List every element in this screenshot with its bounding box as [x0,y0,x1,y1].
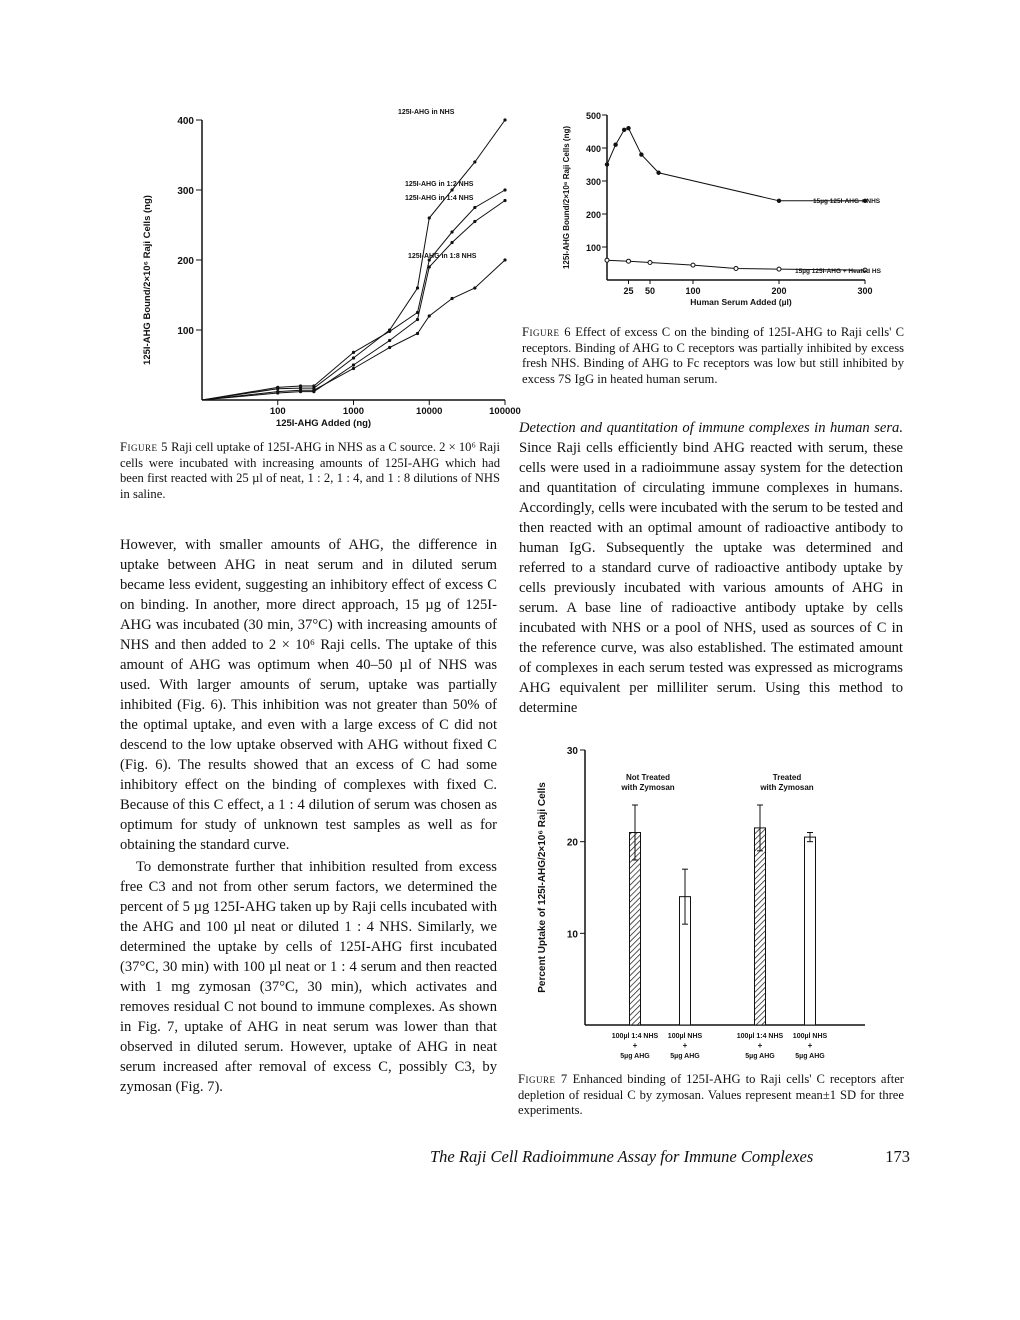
figure-5-caption-label: Figure 5 [120,440,168,454]
fig6-series-line [607,128,865,201]
fig6-y-tick-label: 500 [585,111,601,121]
fig5-point [276,390,279,393]
fig5-x-label: 125I-AHG Added (ng) [275,418,372,429]
fig5-point [276,386,279,389]
fig7-bar-label-top: 100µl 1:4 NHS [736,1033,784,1040]
fig7-group-label: with Zymosan [621,783,675,792]
figure-5-caption-text: Raji cell uptake of 125I-AHG in NHS as a C source. 2 × 10⁶ Raji cells were incubated with increasing amounts of 125I-AHG which had been first reacted with 25 µl of neat, 1 : 2, 1 : 4, and 1 : 8 dilutions of NHS in saline. [120,440,501,501]
fig5-point [352,356,355,359]
fig6-point [734,266,738,270]
fig6-x-tick-label: 200 [771,286,787,296]
fig6-x-tick-label: 50 [644,286,656,296]
fig5-y-tick-label: 300 [177,186,194,197]
fig5-point [450,230,453,233]
fig5-point [473,220,476,223]
fig5-x-tick-label: 100 [269,406,286,417]
fig5-x-tick-label: 1000 [342,406,365,417]
fig6-point [777,267,781,271]
figure-5-caption [120,440,500,502]
fig6-y-tick-label: 300 [585,177,601,187]
fig5-point [473,206,476,209]
fig5-series-label: 125I-AHG in 1:8 NHS [408,253,477,260]
fig6-x-tick-label: 100 [685,286,701,296]
fig5-point [450,297,453,300]
fig5-point [416,286,419,289]
fig6-point [605,162,609,166]
fig5-point [503,188,506,191]
fig5-point [352,367,355,370]
fig7-bar-label-top: 100µl NHS [667,1033,703,1040]
fig7-bar [630,833,641,1026]
fig5-point [503,199,506,202]
fig6-point [691,263,695,267]
fig7-bar-label-bot: 5µg AHG [745,1053,775,1060]
fig5-point [388,346,391,349]
fig5-point [416,332,419,335]
figure-7-caption-label: Figure 7 [518,1072,568,1086]
fig6-point [605,258,609,262]
figure-7-chart [525,735,895,1070]
fig7-bar-label-mid: + [807,1041,813,1050]
fig6-y-tick-label: 200 [585,210,601,220]
fig6-point [656,171,660,175]
right-column-text [519,418,903,718]
fig7-bar-label-mid: + [682,1041,688,1050]
fig5-point [299,384,302,387]
fig6-point [626,126,630,130]
running-title: The Raji Cell Radioimmune Assay for Immune Complexes [430,1147,814,1166]
fig7-bar-label-mid: + [757,1041,763,1050]
figure-7-caption-text: Enhanced binding of 125I-AHG to Raji cells' C receptors after depletion of residual C by zymosan. Values represent mean±1 SD for three experiments. [518,1072,904,1117]
fig7-bar-label-top: 100µl NHS [792,1033,828,1040]
fig5-y-label: 125I-AHG Bound/2×10⁶ Raji Cells (ng) [142,195,153,365]
fig7-bar-label-top: 100µl 1:4 NHS [611,1033,659,1040]
figure-5-chart [130,100,521,435]
fig6-x-label: Human Serum Added (µl) [690,297,792,307]
right-paragraph: Since Raji cells efficiently bind AHG reacted with serum, these cells were used in a radioimmune assay system for the detection and quantitation of circulating immune complexes in humans. Accordingly, cells were incubated with the serum to be tested and then reacted with an optimal amount of radioactive antibody to human IgG. Subsequently the uptake was determined and referred to a standard curve of radioactive antibody uptake by cells previously incubated with various amounts of AHG in serum. A base line of radioactive antibody uptake by cells incubated with NHS or a pool of NHS, used as sources of C in the reference curve, was also established. The estimated amount of complexes in each serum tested was expressed as micrograms AHG equivalent per milliliter serum. Using this method to determine [519,440,903,716]
fig7-y-tick-label: 10 [566,929,578,941]
fig6-y-tick-label: 400 [585,144,601,154]
fig6-y-tick-label: 100 [585,243,601,253]
figure-6-caption [522,325,904,387]
fig7-y-tick-label: 30 [566,746,578,757]
fig7-y-tick-label: 20 [566,837,578,849]
fig5-point [450,188,453,191]
fig6-series-label: 15µg 125I-AHG + NHS [813,198,881,205]
fig5-series-label: 125I-AHG in 1:4 NHS [405,195,474,202]
fig7-bar-label-bot: 5µg AHG [795,1053,825,1060]
fig6-point [777,199,781,203]
fig5-y-tick-label: 200 [177,256,194,267]
fig7-y-label: Percent Uptake of 125I-AHG/2×10⁶ Raji Cells [537,782,548,993]
fig5-x-tick-label: 100000 [489,406,521,417]
fig7-group-label: with Zymosan [760,783,814,792]
fig5-series-line [202,260,505,400]
fig6-point [613,143,617,147]
fig5-point [473,286,476,289]
fig5-point [416,318,419,321]
fig5-point [352,363,355,366]
fig5-point [473,160,476,163]
fig5-point [388,339,391,342]
left-column-text [120,535,497,1097]
fig5-point [312,389,315,392]
fig5-series-label: 125I-AHG in NHS [398,109,455,116]
fig5-x-tick-label: 10000 [416,406,443,417]
section-heading: Detection and quantitation of immune complexes in human sera. [519,420,903,436]
left-paragraph-2: To demonstrate further that inhibition resulted from excess free C3 and not from other serum factors, we determined the percent of 5 µg 125I-AHG taken up by Raji cells incubated with the AHG and 100 µl neat or diluted 1 : 4 NHS. Similarly, we determined the uptake by cells of 125I-AHG first incubated (37°C, 30 min) with 100 µl neat or 1 : 4 serum and then reacted with 1 mg zymosan (37°C, 30 min), which activates and removes residual C not bound to immune complexes. As shown in Fig. 7, uptake of AHG in neat serum was lower than that observed in diluted serum. However, uptake of AHG in neat serum increased after removal of excess C, possibly C3, by zymosan (Fig. 7). [120,859,497,1095]
fig5-point [428,265,431,268]
fig5-point [503,118,506,121]
figure-6-caption-label: Figure 6 [522,325,572,339]
page-number: 173 [885,1147,910,1166]
fig6-x-tick-label: 25 [623,286,634,296]
figure-6-chart [555,100,900,322]
fig7-group-label: Treated [772,773,802,782]
fig6-series-label: 15µg 125I-AHG + Heated HS [795,268,881,275]
fig6-point [639,152,643,156]
fig7-bar-label-bot: 5µg AHG [620,1053,650,1060]
fig7-bar-label-bot: 5µg AHG [670,1053,700,1060]
fig5-point [428,314,431,317]
fig7-bar-label-mid: + [632,1041,638,1050]
fig5-point [299,389,302,392]
fig5-series-label: 125I-AHG in 1:2 NHS [405,181,474,188]
fig6-y-label: 125I-AHG Bound/2×10⁶ Raji Cells (ng) [562,125,571,270]
figure-7-caption [518,1072,904,1119]
fig5-point [352,351,355,354]
page-footer [430,1147,910,1167]
fig5-point [503,258,506,261]
fig5-y-tick-label: 400 [177,116,194,127]
fig6-x-tick-label: 300 [857,286,873,296]
figure-6-caption-text: Effect of excess C on the binding of 125I-AHG to Raji cells' C receptors. Binding of AHG to C receptors was partially inhibited by excess fresh NHS. Binding of AHG to Fc receptors was low but still inhibited by excess 7S IgG in heated human serum. [522,325,905,386]
fig5-point [450,241,453,244]
fig6-point [648,261,652,265]
fig6-point [622,128,626,132]
fig7-bar [805,837,816,1025]
fig6-point [627,259,631,263]
fig7-group-label: Not Treated [625,773,671,782]
fig5-y-tick-label: 100 [177,326,194,337]
left-paragraph-1: However, with smaller amounts of AHG, the difference in uptake between AHG in neat serum and in diluted serum became less evident, suggesting an inhibitory effect of excess C on binding. In another, more direct approach, 15 µg of 125I-AHG was incubated (30 min, 37°C) with increasing amounts of NHS and then added to 2 × 10⁶ Raji cells. The uptake of this amount of AHG was optimum when 40–50 µl of NHS was used. With larger amounts of serum, uptake was partially inhibited (Fig. 6). This inhibition was not greater than 50% of the optimal uptake, and even with a large excess of C did not descend to the low uptake observed with AHG without fixed C (Fig. 6). The results showed that an excess of C had some inhibitory effect on the binding of complexes with fixed C. Because of this C effect, a 1 : 4 dilution of serum was chosen as optimum for study of unknown test samples as well as for obtaining the standard curve. [120,537,497,853]
fig5-point [428,216,431,219]
fig7-bar [755,828,766,1025]
fig5-point [312,384,315,387]
fig5-point [388,330,391,333]
